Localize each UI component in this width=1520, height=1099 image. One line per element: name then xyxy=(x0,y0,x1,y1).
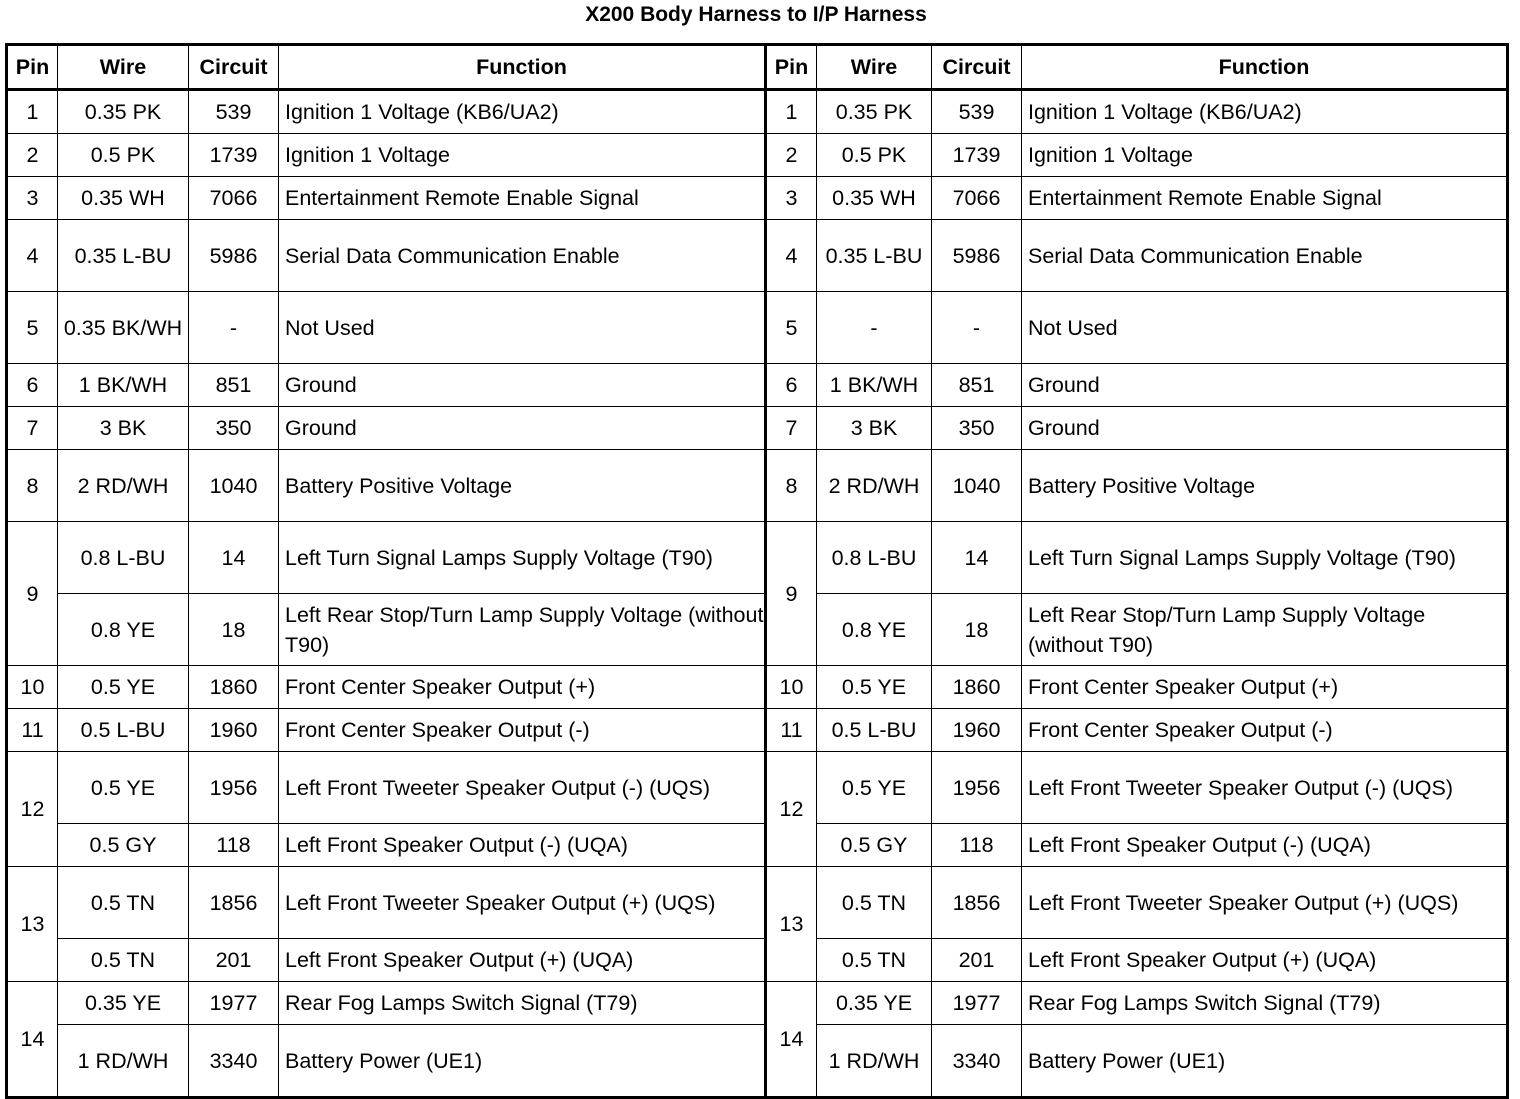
circuit-cell: 1856 xyxy=(189,867,279,939)
pin-cell: 5 xyxy=(766,292,817,364)
circuit-cell: 350 xyxy=(189,407,279,450)
circuit-cell: - xyxy=(189,292,279,364)
table-row xyxy=(7,1025,1508,1098)
function-cell: Left Front Speaker Output (-) (UQA) xyxy=(1022,824,1508,867)
function-cell: Entertainment Remote Enable Signal xyxy=(1022,177,1508,220)
pin-cell: 6 xyxy=(766,364,817,407)
wire-cell: 0.35 WH xyxy=(58,177,189,220)
table-row xyxy=(7,867,1508,939)
pin-cell: 3 xyxy=(766,177,817,220)
wire-cell: - xyxy=(817,292,932,364)
function-cell: Ignition 1 Voltage (KB6/UA2) xyxy=(1022,90,1508,134)
function-cell: Front Center Speaker Output (+) xyxy=(279,666,766,709)
circuit-cell: 1960 xyxy=(932,709,1022,752)
circuit-cell: 118 xyxy=(189,824,279,867)
wire-cell: 0.5 YE xyxy=(58,752,189,824)
wire-cell: 0.35 PK xyxy=(58,90,189,134)
connector-table xyxy=(5,43,1509,1099)
pin-cell: 9 xyxy=(766,522,817,666)
circuit-cell: 539 xyxy=(932,90,1022,134)
wire-cell: 0.5 TN xyxy=(58,939,189,982)
circuit-cell: 1860 xyxy=(932,666,1022,709)
wire-cell: 0.5 L-BU xyxy=(817,709,932,752)
pin-cell: 14 xyxy=(7,982,58,1098)
pin-cell: 6 xyxy=(7,364,58,407)
function-cell: Ground xyxy=(1022,364,1508,407)
pin-cell: 3 xyxy=(7,177,58,220)
function-cell: Battery Positive Voltage xyxy=(279,450,766,522)
function-cell: Ignition 1 Voltage xyxy=(1022,134,1508,177)
circuit-cell: 851 xyxy=(189,364,279,407)
wire-cell: 0.35 BK/WH xyxy=(58,292,189,364)
wire-cell: 1 RD/WH xyxy=(817,1025,932,1098)
pin-cell: 1 xyxy=(7,90,58,134)
header-pin: Pin xyxy=(7,45,58,90)
pin-cell: 2 xyxy=(766,134,817,177)
table-row xyxy=(7,292,1508,364)
wire-cell: 1 BK/WH xyxy=(58,364,189,407)
circuit-cell: 1956 xyxy=(189,752,279,824)
function-cell: Left Front Tweeter Speaker Output (-) (UQS) xyxy=(1022,752,1508,824)
wire-cell: 0.8 L-BU xyxy=(817,522,932,594)
circuit-cell: 1956 xyxy=(932,752,1022,824)
header-wire: Wire xyxy=(817,45,932,90)
function-cell: Not Used xyxy=(1022,292,1508,364)
circuit-cell: 1739 xyxy=(189,134,279,177)
circuit-cell: 5986 xyxy=(932,220,1022,292)
function-cell: Left Front Speaker Output (+) (UQA) xyxy=(1022,939,1508,982)
circuit-cell: 1977 xyxy=(932,982,1022,1025)
wire-cell: 0.5 GY xyxy=(58,824,189,867)
wire-cell: 0.35 L-BU xyxy=(58,220,189,292)
pin-cell: 8 xyxy=(7,450,58,522)
function-cell: Ground xyxy=(279,407,766,450)
function-cell: Left Rear Stop/Turn Lamp Supply Voltage (without T90) xyxy=(1022,594,1508,666)
wire-cell: 0.35 PK xyxy=(817,90,932,134)
wire-cell: 0.5 PK xyxy=(817,134,932,177)
header-circuit: Circuit xyxy=(932,45,1022,90)
function-cell: Serial Data Communication Enable xyxy=(1022,220,1508,292)
circuit-cell: 1739 xyxy=(932,134,1022,177)
circuit-cell: 1856 xyxy=(932,867,1022,939)
table-row xyxy=(7,90,1508,134)
pin-cell: 2 xyxy=(7,134,58,177)
table-row xyxy=(7,594,1508,666)
pin-cell: 12 xyxy=(7,752,58,867)
pin-cell: 10 xyxy=(7,666,58,709)
function-cell: Rear Fog Lamps Switch Signal (T79) xyxy=(1022,982,1508,1025)
wire-cell: 0.5 GY xyxy=(817,824,932,867)
wire-cell: 1 BK/WH xyxy=(817,364,932,407)
function-cell: Left Front Tweeter Speaker Output (+) (UQS) xyxy=(1022,867,1508,939)
pin-cell: 7 xyxy=(766,407,817,450)
pin-cell: 5 xyxy=(7,292,58,364)
function-cell: Rear Fog Lamps Switch Signal (T79) xyxy=(279,982,766,1025)
function-cell: Battery Power (UE1) xyxy=(1022,1025,1508,1098)
function-cell: Left Front Tweeter Speaker Output (-) (UQS) xyxy=(279,752,766,824)
wire-cell: 3 BK xyxy=(817,407,932,450)
function-cell: Ground xyxy=(279,364,766,407)
circuit-cell: 18 xyxy=(932,594,1022,666)
pin-cell: 4 xyxy=(766,220,817,292)
wire-cell: 3 BK xyxy=(58,407,189,450)
pin-cell: 14 xyxy=(766,982,817,1098)
table-row xyxy=(7,450,1508,522)
pin-cell: 10 xyxy=(766,666,817,709)
function-cell: Front Center Speaker Output (-) xyxy=(1022,709,1508,752)
wire-cell: 0.35 YE xyxy=(58,982,189,1025)
wire-cell: 0.35 WH xyxy=(817,177,932,220)
circuit-cell: 5986 xyxy=(189,220,279,292)
table-row xyxy=(7,709,1508,752)
pin-cell: 7 xyxy=(7,407,58,450)
wire-cell: 0.5 PK xyxy=(58,134,189,177)
pin-cell: 1 xyxy=(766,90,817,134)
pin-cell: 13 xyxy=(766,867,817,982)
wire-cell: 0.5 YE xyxy=(58,666,189,709)
wire-cell: 2 RD/WH xyxy=(817,450,932,522)
table-row xyxy=(7,177,1508,220)
circuit-cell: 539 xyxy=(189,90,279,134)
circuit-cell: 18 xyxy=(189,594,279,666)
circuit-cell: 14 xyxy=(932,522,1022,594)
circuit-cell: 350 xyxy=(932,407,1022,450)
circuit-cell: 851 xyxy=(932,364,1022,407)
function-cell: Left Turn Signal Lamps Supply Voltage (T90) xyxy=(1022,522,1508,594)
table-row xyxy=(7,364,1508,407)
circuit-cell: 118 xyxy=(932,824,1022,867)
pin-cell: 12 xyxy=(766,752,817,867)
circuit-cell: 1960 xyxy=(189,709,279,752)
function-cell: Front Center Speaker Output (+) xyxy=(1022,666,1508,709)
table-row xyxy=(7,134,1508,177)
wire-cell: 0.5 TN xyxy=(58,867,189,939)
pin-cell: 13 xyxy=(7,867,58,982)
header-circuit: Circuit xyxy=(189,45,279,90)
circuit-cell: 7066 xyxy=(932,177,1022,220)
table-row xyxy=(7,666,1508,709)
wire-cell: 0.5 YE xyxy=(817,752,932,824)
wire-cell: 0.8 YE xyxy=(817,594,932,666)
function-cell: Battery Positive Voltage xyxy=(1022,450,1508,522)
circuit-cell: 14 xyxy=(189,522,279,594)
wire-cell: 0.5 TN xyxy=(817,939,932,982)
circuit-cell: - xyxy=(932,292,1022,364)
circuit-cell: 201 xyxy=(189,939,279,982)
circuit-cell: 3340 xyxy=(932,1025,1022,1098)
table-row xyxy=(7,939,1508,982)
table-row xyxy=(7,407,1508,450)
circuit-cell: 1040 xyxy=(932,450,1022,522)
function-cell: Front Center Speaker Output (-) xyxy=(279,709,766,752)
function-cell: Serial Data Communication Enable xyxy=(279,220,766,292)
table-row xyxy=(7,982,1508,1025)
circuit-cell: 1040 xyxy=(189,450,279,522)
table-title: X200 Body Harness to I/P Harness xyxy=(585,3,927,26)
wire-cell: 0.8 YE xyxy=(58,594,189,666)
table-row xyxy=(7,824,1508,867)
circuit-cell: 201 xyxy=(932,939,1022,982)
header-function: Function xyxy=(279,45,766,90)
pin-cell: 11 xyxy=(766,709,817,752)
function-cell: Ignition 1 Voltage xyxy=(279,134,766,177)
wire-cell: 0.35 YE xyxy=(817,982,932,1025)
wire-cell: 0.35 L-BU xyxy=(817,220,932,292)
wire-cell: 0.5 YE xyxy=(817,666,932,709)
function-cell: Left Front Speaker Output (-) (UQA) xyxy=(279,824,766,867)
table-row xyxy=(7,752,1508,824)
table-row xyxy=(7,522,1508,594)
pin-cell: 8 xyxy=(766,450,817,522)
header-row xyxy=(7,45,1508,90)
circuit-cell: 3340 xyxy=(189,1025,279,1098)
wire-cell: 1 RD/WH xyxy=(58,1025,189,1098)
pin-cell: 9 xyxy=(7,522,58,666)
function-cell: Battery Power (UE1) xyxy=(279,1025,766,1098)
table-row xyxy=(7,220,1508,292)
function-cell: Left Rear Stop/Turn Lamp Supply Voltage (without T90) xyxy=(279,594,766,666)
pin-cell: 11 xyxy=(7,709,58,752)
function-cell: Ground xyxy=(1022,407,1508,450)
function-cell: Not Used xyxy=(279,292,766,364)
function-cell: Left Front Speaker Output (+) (UQA) xyxy=(279,939,766,982)
wire-cell: 0.5 L-BU xyxy=(58,709,189,752)
function-cell: Left Turn Signal Lamps Supply Voltage (T90) xyxy=(279,522,766,594)
header-pin: Pin xyxy=(766,45,817,90)
pin-cell: 4 xyxy=(7,220,58,292)
function-cell: Left Front Tweeter Speaker Output (+) (UQS) xyxy=(279,867,766,939)
circuit-cell: 1860 xyxy=(189,666,279,709)
wire-cell: 2 RD/WH xyxy=(58,450,189,522)
function-cell: Entertainment Remote Enable Signal xyxy=(279,177,766,220)
function-cell: Ignition 1 Voltage (KB6/UA2) xyxy=(279,90,766,134)
wire-cell: 0.8 L-BU xyxy=(58,522,189,594)
wire-cell: 0.5 TN xyxy=(817,867,932,939)
circuit-cell: 1977 xyxy=(189,982,279,1025)
circuit-cell: 7066 xyxy=(189,177,279,220)
header-function: Function xyxy=(1022,45,1508,90)
header-wire: Wire xyxy=(58,45,189,90)
